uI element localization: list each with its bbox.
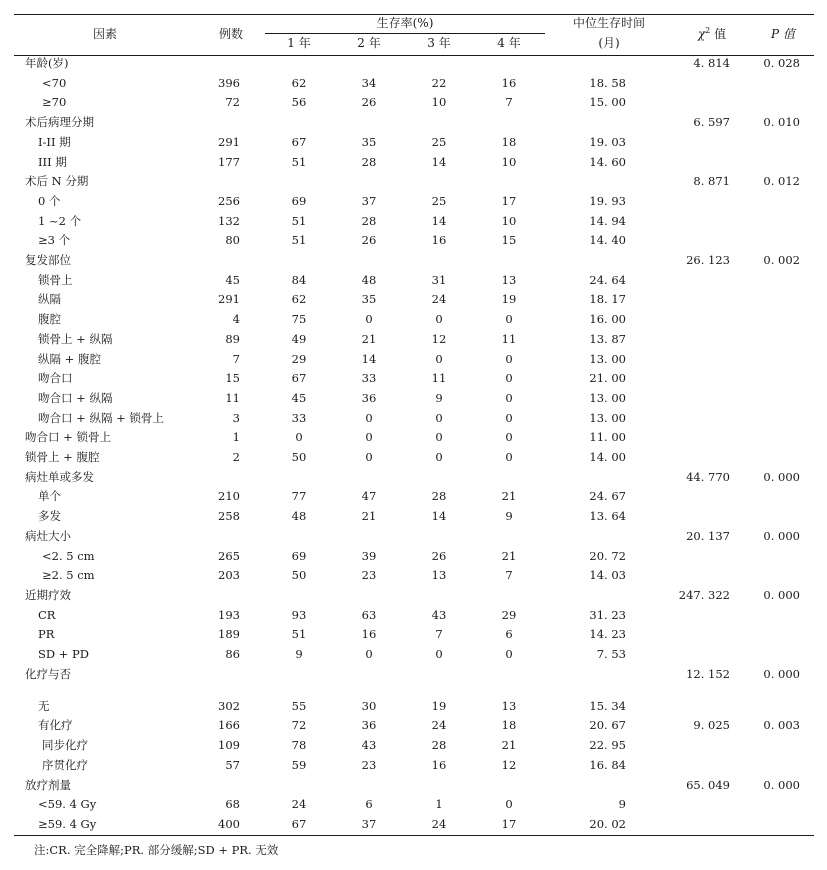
row-label: 吻合口 + 纵隔 <box>38 390 113 405</box>
cell-y2: 6 <box>365 797 373 812</box>
cell-y1: 62 <box>291 75 307 90</box>
row-label: 锁骨上 + 纵隔 <box>38 331 113 346</box>
row-label: 近期疗效 <box>25 587 71 602</box>
cell-y3: 28 <box>431 738 447 753</box>
row-label: <2. 5 cm <box>42 548 95 563</box>
cell-y4: 21 <box>501 548 517 563</box>
cell-p: 0. 003 <box>763 718 800 733</box>
cell-n: 291 <box>218 134 240 149</box>
cell-y3: 19 <box>431 698 447 713</box>
cell-y3: 16 <box>431 757 447 772</box>
cell-y4: 17 <box>501 816 517 831</box>
cell-y4: 13 <box>501 272 517 287</box>
row-label: 多发 <box>38 509 61 524</box>
table-bottom-rule <box>14 835 814 836</box>
cell-y1: 0 <box>295 430 303 445</box>
row-label: 病灶大小 <box>25 528 71 543</box>
cell-y3: 25 <box>431 193 447 208</box>
cell-y1: 93 <box>291 607 307 622</box>
cell-y2: 48 <box>361 272 377 287</box>
cell-n: 210 <box>218 489 240 504</box>
header-year4: 4 年 <box>497 36 521 50</box>
cell-y3: 10 <box>431 95 447 110</box>
header-p-value: P 值 <box>771 27 795 41</box>
header-chi-square: $\chi^2$ 值 <box>697 26 727 41</box>
row-label: 放疗剂量 <box>25 777 71 792</box>
cell-median: 14. 03 <box>589 568 626 583</box>
cell-y1: 78 <box>291 738 307 753</box>
cell-y2: 23 <box>361 568 377 583</box>
cell-y3: 7 <box>435 627 443 642</box>
cell-y3: 28 <box>431 489 447 504</box>
cell-y4: 15 <box>501 233 517 248</box>
cell-y2: 43 <box>361 738 377 753</box>
row-label: 序贯化疗 <box>42 757 88 772</box>
cell-chi: 44. 770 <box>686 469 730 484</box>
cell-y3: 1 <box>435 797 443 812</box>
cell-chi: 20. 137 <box>686 528 730 543</box>
cell-y2: 30 <box>361 698 377 713</box>
cell-y4: 13 <box>501 698 517 713</box>
cell-y2: 35 <box>361 292 377 307</box>
cell-median: 13. 87 <box>589 331 626 346</box>
cell-y2: 28 <box>361 154 377 169</box>
cell-y3: 11 <box>431 371 447 386</box>
cell-y3: 0 <box>435 410 443 425</box>
cell-n: 258 <box>218 509 240 524</box>
cell-n: 68 <box>225 797 240 812</box>
cell-y1: 49 <box>291 331 307 346</box>
cell-median: 14. 60 <box>589 154 626 169</box>
cell-y2: 63 <box>361 607 377 622</box>
cell-n: 203 <box>218 568 240 583</box>
cell-y4: 0 <box>505 647 513 661</box>
cell-median: 9 <box>618 797 626 812</box>
cell-y3: 26 <box>431 548 447 563</box>
cell-y2: 23 <box>361 757 377 772</box>
cell-y1: 48 <box>291 509 307 524</box>
cell-n: 7 <box>232 351 240 366</box>
cell-median: 13. 64 <box>589 509 626 524</box>
cell-y2: 16 <box>361 627 377 642</box>
cell-median: 16. 00 <box>589 312 626 327</box>
cell-y1: 24 <box>291 797 307 812</box>
cell-y4: 9 <box>505 509 513 524</box>
cell-y2: 37 <box>361 816 377 831</box>
cell-n: 4 <box>232 312 240 327</box>
header-year3: 3 年 <box>427 36 451 50</box>
header-median-line2: (月) <box>598 36 620 50</box>
header-factor: 因素 <box>93 27 118 41</box>
cell-median: 22. 95 <box>589 738 626 753</box>
row-label: PR <box>38 627 55 642</box>
cell-chi: 65. 049 <box>686 777 730 792</box>
cell-chi: 6. 597 <box>693 115 730 130</box>
cell-y1: 77 <box>291 489 307 504</box>
cell-median: 13. 00 <box>589 351 626 366</box>
cell-y2: 47 <box>361 489 377 504</box>
cell-y2: 37 <box>361 193 377 208</box>
cell-y1: 84 <box>291 272 307 287</box>
row-label: 病灶单或多发 <box>25 469 94 484</box>
cell-n: 265 <box>218 548 240 563</box>
header-survival-rate: 生存率(%) <box>376 16 434 30</box>
cell-n: 11 <box>225 390 240 405</box>
cell-median: 13. 00 <box>589 390 626 405</box>
cell-y3: 24 <box>431 718 447 733</box>
cell-y1: 51 <box>291 213 307 228</box>
row-label: 术后病理分期 <box>25 115 94 130</box>
cell-n: 57 <box>225 757 240 772</box>
cell-y2: 28 <box>361 213 377 228</box>
cell-y1: 51 <box>291 627 307 642</box>
row-label: 0 个 <box>38 193 61 208</box>
cell-y3: 12 <box>431 331 447 346</box>
cell-y2: 14 <box>361 351 377 366</box>
cell-y3: 16 <box>431 233 447 248</box>
cell-n: 400 <box>218 816 240 831</box>
cell-p: 0. 010 <box>763 115 800 130</box>
cell-n: 15 <box>225 371 240 386</box>
cell-median: 21. 00 <box>589 371 626 386</box>
cell-y2: 36 <box>361 390 377 405</box>
cell-median: 14. 94 <box>589 213 626 228</box>
cell-y4: 0 <box>505 351 513 366</box>
header-year1: 1 年 <box>287 36 311 50</box>
cell-chi: 12. 152 <box>686 666 730 681</box>
cell-y4: 21 <box>501 738 517 753</box>
cell-y3: 22 <box>431 75 447 90</box>
cell-y4: 18 <box>501 718 517 733</box>
cell-y3: 31 <box>431 272 447 287</box>
cell-y2: 26 <box>361 95 377 110</box>
cell-y4: 0 <box>505 312 513 327</box>
cell-y2: 0 <box>365 312 373 327</box>
cell-y4: 0 <box>505 450 513 464</box>
cell-n: 166 <box>218 718 240 733</box>
cell-y2: 0 <box>365 647 373 661</box>
row-label: 吻合口 <box>38 371 73 386</box>
cell-median: 14. 00 <box>589 450 626 464</box>
cell-y4: 19 <box>501 292 517 307</box>
table-top-rule <box>14 14 814 15</box>
row-label: 化疗与否 <box>25 666 71 681</box>
cell-y3: 25 <box>431 134 447 149</box>
cell-y3: 14 <box>431 154 447 169</box>
row-label: 单个 <box>38 489 61 504</box>
cell-y2: 26 <box>361 233 377 248</box>
cell-y3: 0 <box>435 312 443 327</box>
cell-y1: 51 <box>291 233 307 248</box>
cell-y2: 39 <box>361 548 377 563</box>
row-label: 纵隔 + 腹腔 <box>38 351 101 366</box>
cell-y4: 18 <box>501 134 517 149</box>
row-label: 吻合口 + 纵隔 + 锁骨上 <box>38 410 164 425</box>
row-label: 吻合口 + 锁骨上 <box>25 430 111 445</box>
cell-y1: 62 <box>291 292 307 307</box>
cell-n: 86 <box>225 647 240 661</box>
cell-y1: 67 <box>291 816 307 831</box>
cell-median: 16. 84 <box>589 757 626 772</box>
row-label: III 期 <box>38 154 67 169</box>
row-label: 术后 N 分期 <box>25 174 89 189</box>
cell-y2: 0 <box>365 450 373 464</box>
cell-median: 15. 34 <box>589 698 626 713</box>
cell-y3: 13 <box>431 568 447 583</box>
row-label: 有化疗 <box>38 718 73 733</box>
cell-y1: 55 <box>291 698 307 713</box>
cell-n: 189 <box>218 627 240 642</box>
cell-median: 19. 93 <box>589 193 626 208</box>
cell-y4: 7 <box>505 95 513 110</box>
cell-y3: 0 <box>435 450 443 464</box>
cell-y3: 14 <box>431 509 447 524</box>
cell-median: 7. 53 <box>596 647 626 661</box>
cell-median: 20. 72 <box>589 548 626 563</box>
row-label: 年龄(岁) <box>25 56 69 70</box>
cell-median: 24. 67 <box>589 489 626 504</box>
cell-y4: 0 <box>505 410 513 425</box>
cell-median: 31. 23 <box>589 607 626 622</box>
cell-median: 20. 67 <box>589 718 626 733</box>
cell-n: 291 <box>218 292 240 307</box>
cell-y3: 43 <box>431 607 447 622</box>
cell-y2: 34 <box>361 75 377 90</box>
cell-y4: 0 <box>505 797 513 812</box>
table-footnote: 注:CR. 完全降解;PR. 部分缓解;SD + PR. 无效 <box>34 843 279 857</box>
survival-subheader-rule <box>265 33 545 34</box>
cell-y4: 10 <box>501 213 517 228</box>
cell-chi: 8. 871 <box>693 174 730 189</box>
cell-y4: 21 <box>501 489 517 504</box>
cell-y4: 6 <box>505 627 513 642</box>
cell-n: 396 <box>218 75 240 90</box>
cell-n: 89 <box>225 331 240 346</box>
cell-median: 20. 02 <box>589 816 626 831</box>
cell-n: 2 <box>232 450 240 464</box>
row-label: I-II 期 <box>38 134 71 149</box>
cell-y1: 67 <box>291 134 307 149</box>
cell-y2: 33 <box>361 371 377 386</box>
cell-n: 177 <box>218 154 240 169</box>
row-label: 纵隔 <box>38 292 61 307</box>
cell-y2: 36 <box>361 718 377 733</box>
cell-y3: 24 <box>431 292 447 307</box>
cell-median: 13. 00 <box>589 410 626 425</box>
cell-median: 18. 17 <box>589 292 626 307</box>
row-label: SD + PD <box>38 647 90 661</box>
cell-y3: 0 <box>435 430 443 445</box>
cell-y2: 21 <box>361 509 377 524</box>
row-label: 1 ~2 个 <box>38 213 82 228</box>
cell-chi: 9. 025 <box>693 718 730 733</box>
row-label: CR <box>38 607 56 622</box>
cell-y1: 9 <box>295 647 303 661</box>
cell-n: 109 <box>218 738 240 753</box>
header-cases: 例数 <box>218 27 244 41</box>
row-label: 锁骨上 <box>38 272 73 287</box>
cell-y3: 0 <box>435 351 443 366</box>
row-label: ≥59. 4 Gy <box>38 816 97 831</box>
cell-n: 302 <box>218 698 240 713</box>
cell-n: 1 <box>232 430 240 445</box>
cell-n: 132 <box>218 213 240 228</box>
row-label: <59. 4 Gy <box>38 797 97 812</box>
cell-median: 18. 58 <box>589 75 626 90</box>
cell-y1: 33 <box>291 410 307 425</box>
cell-y3: 14 <box>431 213 447 228</box>
cell-y4: 0 <box>505 430 513 445</box>
cell-y1: 50 <box>291 568 307 583</box>
cell-y1: 50 <box>291 450 307 464</box>
cell-y3: 24 <box>431 816 447 831</box>
header-median-line1: 中位生存时间 <box>572 16 646 30</box>
cell-y4: 16 <box>501 75 517 90</box>
cell-y4: 0 <box>505 390 513 405</box>
row-label: ≥3 个 <box>38 233 71 248</box>
cell-y4: 12 <box>501 757 517 772</box>
cell-chi: 26. 123 <box>686 253 730 267</box>
cell-y4: 0 <box>505 371 513 386</box>
cell-y4: 7 <box>505 568 513 583</box>
cell-p: 0. 000 <box>763 666 800 681</box>
row-label: 同步化疗 <box>42 738 88 753</box>
cell-n: 45 <box>225 272 240 287</box>
cell-y4: 29 <box>501 607 517 622</box>
cell-chi: 4. 814 <box>693 56 730 70</box>
cell-y1: 29 <box>291 351 307 366</box>
cell-p: 0. 002 <box>763 253 800 267</box>
cell-y2: 0 <box>365 410 373 425</box>
cell-y1: 56 <box>291 95 307 110</box>
cell-median: 14. 40 <box>589 233 626 248</box>
cell-y1: 67 <box>291 371 307 386</box>
row-label: 无 <box>38 698 50 713</box>
cell-y4: 11 <box>501 331 517 346</box>
cell-p: 0. 012 <box>763 174 800 189</box>
row-label: 腹腔 <box>38 312 61 327</box>
cell-p: 0. 000 <box>763 528 800 543</box>
cell-p: 0. 000 <box>763 777 800 792</box>
cell-y4: 10 <box>501 154 517 169</box>
cell-p: 0. 028 <box>763 56 800 70</box>
cell-p: 0. 000 <box>763 469 800 484</box>
row-label: <70 <box>42 75 67 90</box>
row-label: ≥2. 5 cm <box>42 568 95 583</box>
cell-y1: 59 <box>291 757 307 772</box>
cell-y2: 0 <box>365 430 373 445</box>
row-label: 锁骨上 + 腹腔 <box>25 450 100 464</box>
cell-y4: 17 <box>501 193 517 208</box>
cell-n: 193 <box>218 607 240 622</box>
cell-n: 256 <box>218 193 240 208</box>
cell-n: 3 <box>232 410 240 425</box>
cell-y1: 51 <box>291 154 307 169</box>
row-label: ≥70 <box>42 95 67 110</box>
cell-median: 15. 00 <box>589 95 626 110</box>
cell-y1: 72 <box>291 718 307 733</box>
cell-p: 0. 000 <box>763 587 800 602</box>
cell-n: 80 <box>225 233 240 248</box>
cell-y2: 21 <box>361 331 377 346</box>
cell-n: 72 <box>225 95 240 110</box>
cell-median: 14. 23 <box>589 627 626 642</box>
cell-y3: 0 <box>435 647 443 661</box>
cell-y1: 75 <box>291 312 307 327</box>
cell-y2: 35 <box>361 134 377 149</box>
cell-chi: 247. 322 <box>678 587 730 602</box>
cell-y1: 69 <box>291 548 307 563</box>
cell-median: 19. 03 <box>589 134 626 149</box>
cell-median: 24. 64 <box>589 272 626 287</box>
row-label: 复发部位 <box>25 253 71 267</box>
cell-y3: 9 <box>435 390 443 405</box>
cell-y1: 69 <box>291 193 307 208</box>
cell-y1: 45 <box>291 390 307 405</box>
header-year2: 2 年 <box>357 36 381 50</box>
cell-median: 11. 00 <box>589 430 626 445</box>
